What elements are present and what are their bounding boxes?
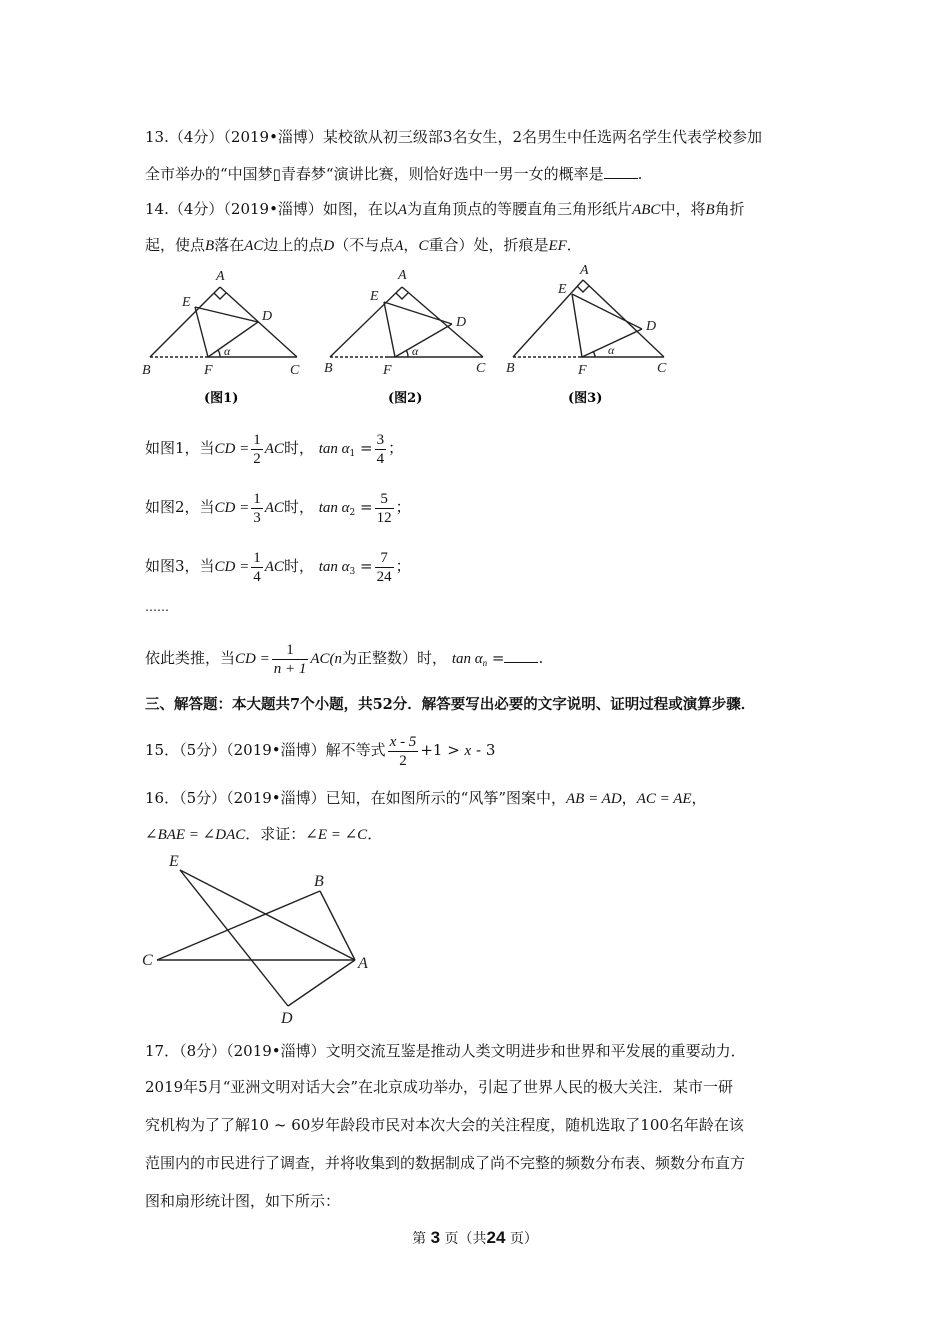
case-eq: =: [360, 557, 373, 575]
fig1-label-d: D: [262, 309, 273, 324]
case-var: CD =: [214, 441, 250, 457]
case-eq: =: [360, 498, 373, 516]
q14-var: B: [705, 202, 715, 218]
q14-var: B: [205, 238, 215, 254]
case-var: CD =: [235, 651, 270, 667]
case-text: 如图3，当: [145, 557, 215, 575]
page-number: 3: [430, 1228, 441, 1247]
fig2-label-b: B: [324, 361, 333, 376]
q14-text: 为直角顶点的等腰直角三角形纸片: [407, 200, 633, 218]
fig3-label-f: F: [578, 363, 587, 378]
q13-line1: 13.（4分）（2019•淄博）某校欲从初三级部3名女生，2名男生中任选两名学生代表学校参加: [145, 128, 763, 146]
page-total: 24: [486, 1228, 506, 1247]
case-3: [145, 546, 411, 592]
fig1-label-c: C: [290, 363, 300, 378]
q14-text: 中，将: [660, 200, 706, 218]
q17-line4: 范围内的市民进行了调查，并将收集到的数据制成了尚不完整的频数分布表、频数分布直方: [145, 1154, 746, 1172]
case-var: AC(: [310, 651, 335, 667]
q16-var: AC = AE: [636, 791, 692, 807]
fraction: [251, 490, 263, 527]
fig3-label-d: D: [646, 319, 657, 334]
case-text: ；: [395, 498, 411, 516]
fold-figures: [140, 262, 680, 410]
q14-line2: [145, 234, 582, 257]
case-sub: n: [482, 658, 488, 668]
case-text: 时，: [283, 498, 314, 516]
fig2-label-e: E: [370, 289, 379, 304]
q17-line2: 2019年5月“亚洲文明对话大会”在北京成功举办，引起了世界人民的极大关注．某市一研: [145, 1078, 734, 1096]
q14-var: A: [397, 202, 408, 218]
q17-line3: [145, 1114, 744, 1136]
case-var: AC: [264, 500, 284, 516]
figure-3: [513, 280, 664, 357]
frac-den: 12: [376, 509, 392, 526]
case-text: 为正整数）时，: [342, 649, 448, 667]
fraction: [375, 490, 394, 527]
kite-label-a: A: [358, 955, 368, 972]
q14-text: 重合）处，折痕是: [428, 236, 549, 254]
case-text: ；: [388, 439, 404, 457]
frac-num: 7: [375, 549, 394, 568]
fig3-label-b: B: [506, 361, 515, 376]
frac-den: 4: [376, 450, 385, 467]
q14-text: 14.（4分）（2019•淄博）如图，在以: [145, 200, 398, 218]
q16-var: AB = AD: [566, 791, 622, 807]
fraction: [375, 431, 387, 468]
frac-num: 5: [375, 490, 394, 509]
case-tan: tan α: [318, 441, 350, 457]
q17-line5: 图和扇形统计图，如下所示：: [145, 1192, 341, 1210]
frac-den: 2: [253, 450, 261, 467]
case-var: CD =: [214, 500, 250, 516]
fig1-label-f: F: [204, 363, 213, 378]
q17-line1: 17．（8分）（2019•淄博）文明交流互鉴是推动人类文明进步和世界和平发展的重要动力．: [145, 1042, 746, 1060]
frac-num: 1: [272, 641, 309, 660]
caption-fig2: (图2): [388, 391, 423, 406]
q16-line2: [145, 823, 382, 846]
kite-figure: [135, 848, 385, 1028]
frac-num: 1: [253, 490, 261, 507]
case-var: CD =: [214, 559, 250, 575]
q14-text: ．: [566, 236, 582, 254]
case-text: 如图2，当: [145, 498, 215, 516]
q14-text: 落在: [214, 236, 245, 254]
q16-var: ∠E = ∠C: [305, 827, 368, 843]
fraction: [251, 549, 263, 586]
fig1-label-a: A: [216, 269, 225, 284]
q13-end: .: [637, 165, 643, 183]
frac-den: 24: [376, 568, 392, 585]
frac-num: 1: [253, 431, 261, 448]
q16-var: ∠BAE = ∠DAC: [145, 827, 246, 843]
general-case: [145, 638, 543, 683]
q17-range: 10 ~ 60: [250, 1116, 311, 1134]
kite-label-c: C: [142, 952, 153, 969]
frac-den: 4: [253, 568, 261, 585]
fig3-label-a: A: [580, 263, 589, 278]
q14-text: 角折: [714, 200, 745, 218]
case-2: [145, 487, 411, 533]
q14-line1: [145, 198, 745, 221]
q14-text: （不与点: [334, 236, 395, 254]
frac-den: 3: [253, 509, 261, 526]
case-var: n: [334, 651, 343, 667]
q14-var: D: [323, 238, 335, 254]
fraction: [251, 431, 263, 468]
fig2-label-alpha: α: [412, 344, 419, 358]
case-text: 如图1，当: [145, 439, 215, 457]
case-text: ；: [395, 557, 411, 575]
case-text: 时，: [283, 439, 314, 457]
q14-var: ABC: [632, 202, 661, 218]
caption-fig3: (图3): [568, 391, 603, 406]
page-footer: [0, 1228, 950, 1248]
frac-num: 1: [253, 549, 261, 566]
frac-den: n + 1: [273, 660, 307, 677]
frac-den: 2: [399, 752, 407, 769]
fig3-label-alpha: α: [608, 343, 615, 357]
ellipsis: ……: [145, 600, 169, 614]
footer-text: 第: [412, 1231, 427, 1247]
case-sub: 3: [349, 567, 356, 577]
q15: [145, 730, 495, 771]
case-sub: 2: [349, 508, 356, 518]
q15-var: x: [464, 743, 472, 759]
case-sub: 1: [349, 449, 356, 459]
fig1-label-b: B: [142, 363, 151, 378]
case-1: [145, 428, 403, 474]
fig1-label-alpha: α: [224, 344, 231, 358]
q17-text: 岁年龄段市民对本次大会的关注程度，随机选取了100名年龄在该: [310, 1116, 744, 1134]
kite-label-e: E: [169, 853, 179, 870]
fraction: [388, 733, 419, 770]
fig3-label-e: E: [558, 282, 567, 297]
footer-text: 页）: [509, 1231, 538, 1247]
q13-line2: [145, 163, 642, 185]
fig2-label-c: C: [476, 361, 486, 376]
q15-text: 15．（5分）（2019•淄博）解不等式: [145, 741, 386, 759]
case-eq: =: [360, 439, 373, 457]
q15-text: +1 >: [420, 741, 460, 759]
answer-blank: [504, 648, 538, 663]
case-tan: tan α: [318, 500, 350, 516]
q16-line1: [145, 787, 707, 810]
q14-var: AC: [244, 238, 264, 254]
kite-label-b: B: [314, 873, 324, 890]
answer-blank: [604, 164, 638, 179]
kite-label-d: D: [281, 1010, 293, 1027]
q14-text: ，: [403, 236, 419, 254]
q14-var: C: [418, 238, 429, 254]
q14-text: 边上的点: [263, 236, 324, 254]
case-text: .: [538, 649, 544, 667]
q15-text: - 3: [476, 741, 496, 759]
q16-text: ．: [367, 825, 383, 843]
case-text: 依此类推，当: [145, 649, 236, 667]
q16-text: 16．（5分）（2019•淄博）已知，在如图所示的“风筝”图案中，: [145, 789, 566, 807]
q13-text: 全市举办的“中国梦▯青春梦“演讲比赛，则恰好选中一男一女的概率是: [145, 165, 604, 183]
frac-num: 3: [376, 431, 385, 448]
footer-text: 页（共: [444, 1231, 487, 1247]
q14-text: 起，使点: [145, 236, 206, 254]
fig1-label-e: E: [182, 295, 191, 310]
fraction: [375, 549, 394, 586]
q17-text: 究机构为了了解: [145, 1116, 251, 1134]
q16-text: ，: [691, 789, 707, 807]
q16-text: ，: [621, 789, 637, 807]
frac-num: x - 5: [389, 733, 417, 750]
fraction: [272, 641, 309, 678]
fig2-label-a: A: [398, 268, 407, 283]
case-eq: =: [491, 649, 505, 667]
case-var: AC: [264, 441, 284, 457]
caption-fig1: (图1): [204, 391, 239, 406]
case-tan: tan α: [451, 651, 483, 667]
case-tan: tan α: [318, 559, 350, 575]
q14-var: EF: [548, 238, 567, 254]
q16-text: ．求证：: [245, 825, 306, 843]
section-3-heading: 三、解答题：本大题共7个小题，共52分．解答要写出必要的文字说明、证明过程或演算步骤．: [145, 696, 756, 713]
fig2-label-d: D: [456, 315, 467, 330]
fig2-label-f: F: [383, 363, 392, 378]
q14-var: A: [394, 238, 404, 254]
case-var: AC: [264, 559, 284, 575]
fig3-label-c: C: [657, 361, 667, 376]
case-text: 时，: [283, 557, 314, 575]
